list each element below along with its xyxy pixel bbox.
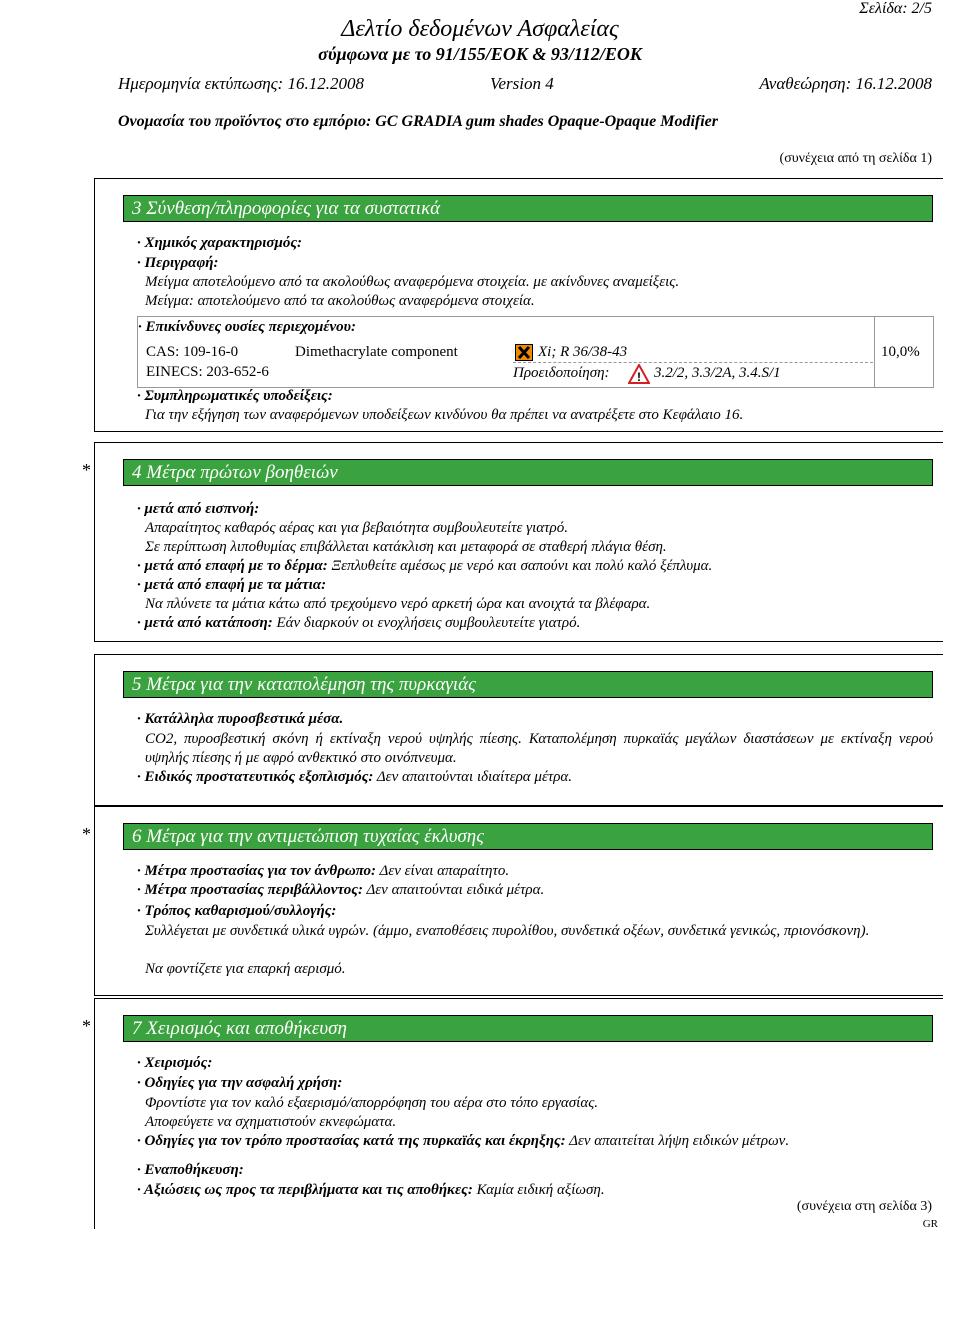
inhalation-text-1: Απαραίτητος καθαρός αέρας και για βεβαιότητα συμβουλευτείτε γιατρό. [145,520,568,536]
storage-requirements [137,1182,605,1199]
ventilation-text: Να φοντίζετε για επαρκή αερισμό. [145,961,346,977]
supplementary-label: · Συμπληρωματικές υποδείξεις: [137,388,333,404]
protective-equipment-label: · Ειδικός προστατευτικός εξοπλισμός: [137,769,374,785]
hazardous-substances-table [137,316,934,388]
continued-from: (συνέχεια από τη σελίδα 1) [779,151,932,166]
extinguishing-media-label: · Κατάλληλα πυροσβεστικά μέσα. [137,711,344,727]
section-3-header: 3 Σύνθεση/πληροφορίες για τα συστατικά [123,195,933,222]
personal-precautions-label: · Μέτρα προστασίας για τον άνθρωπο: [137,863,377,879]
section-4 [94,442,943,642]
extinguishing-media-text: CO2, πυροσβεστική σκόνη ή εκτίναξη νερού υψηλής πίεσης. Καταπολέμηση πυρκαϊάς μεγάλων διαστάσεων με εκτίναξη νερού υψηλής πίεσης ή με αφρό ανθεκτικό στο οινόπνευμα. [145,731,933,766]
safe-handling-label: · Οδηγίες για την ασφαλή χρήση: [137,1075,343,1091]
revision-date: Αναθεώρηση: 16.12.2008 [759,74,932,93]
xi-irritant-icon [515,344,533,361]
section-5-header: 5 Μέτρα για την καταπολέμηση της πυρκαγιάς [123,671,933,698]
description-label: · Περιγραφή: [137,255,219,271]
safe-handling-text-2: Αποφεύγετε να σχηματιστούν εκνεφώματα. [145,1114,397,1130]
warning-exclamation-icon [628,364,650,384]
inhalation-text-2: Σε περίπτωση λιποθυμίας επιβάλλεται κατάκλιση και μεταφορά σε σταθερή πλάγια θέση. [145,539,667,555]
ingestion-label: · μετά από κατάποση: [137,615,273,631]
eye-contact-label: · μετά από επαφή με τα μάτια: [137,577,327,593]
description-line-2: Μείγμα: αποτελούμενο από τα ακολούθως αναφερόμενα στοιχεία. [145,293,535,309]
storage-requirements-text: Καμία ειδική αξίωση. [472,1182,605,1198]
svg-text:!: ! [637,370,641,384]
skin-contact-label: · μετά από επαφή με το δέρμα: [137,558,328,574]
fire-protection-label: · Οδηγίες για τον τρόπο προστασίας κατά της πυρκαϊάς και έκρηξης: [137,1133,566,1149]
inhalation-label: · μετά από εισπνοή: [137,501,260,517]
skin-contact [137,558,712,575]
section-6-header: 6 Μέτρα για την αντιμετώπιση τυχαίας έκλυσης [123,823,933,850]
ingestion [137,615,580,632]
cleanup-text: Συλλέγεται με συνδετικά υλικά υγρών. (άμμο, εναποθέσεις πυρολίθου, συνδετικά οξέων, συνδετικά γενικώς, πριονόσκονη). [145,923,870,939]
change-marker: * [82,460,91,480]
section-7-header: 7 Χειρισμός και αποθήκευση [123,1015,933,1042]
cas-number: CAS: 109-16-0 [146,344,239,360]
description-line-1: Μείγμα αποτελούμενο από τα ακολούθως αναφερόμενα στοιχεία. με ακίνδυνες αναμείξεις. [145,274,680,290]
warning-label: Προειδοποίηση: [513,365,610,381]
skin-contact-text: Ξεπλυθείτε αμέσως με νερό και σαπούνι και πολύ καλό ξέπλυμα. [327,558,713,574]
section-3 [94,178,943,432]
environmental-precautions-label: · Μέτρα προστασίας περιβάλλοντος: [137,882,363,898]
personal-precautions [137,863,509,880]
document-title: Δελτίο δεδομένων Ασφαλείας [341,16,619,42]
section-5 [94,654,943,806]
language-code: GR [922,1218,938,1230]
continued-to: (συνέχεια στη σελίδα 3) [796,1199,932,1214]
safe-handling-text-1: Φροντίστε για τον καλό εξαερισμό/απορρόφηση του αέρα στο τόπο εργασίας. [145,1095,599,1111]
eye-contact-text: Να πλύνετε τα μάτια κάτω από τρεχούμενο νερό αρκετή ώρα και ανοιχτά τα βλέφαρα. [145,596,651,612]
handling-label: · Χειρισμός: [137,1055,213,1071]
einecs-number: EINECS: 203-652-6 [146,364,269,380]
environmental-precautions [137,882,544,899]
page-number: Σελίδα: 2/5 [859,0,932,17]
column-divider [874,317,875,387]
dashed-divider [513,362,873,363]
change-marker: * [82,1016,91,1036]
fire-protection-text: Δεν απαιτείται λήψη ειδικών μέτρων. [565,1133,790,1149]
protective-equipment-text: Δεν απαιτούνται ιδιαίτερα μέτρα. [373,769,573,785]
supplementary-text: Για την εξήγηση των αναφερόμενων υποδείξεων κινδύνου θα πρέπει να ανατρέξετε στο Κεφάλαιο 16. [145,407,744,423]
section-7 [94,998,943,1229]
cleanup-label: · Τρόπος καθαρισμού/συλλογής: [137,903,337,919]
environmental-precautions-text: Δεν απαιτούνται ειδικά μέτρα. [362,882,545,898]
change-marker: * [82,824,91,844]
fire-protection [137,1133,789,1150]
concentration-percent: 10,0% [881,344,920,360]
section-6 [94,806,943,996]
print-date: Ημερομηνία εκτύπωσης: 16.12.2008 [118,74,364,93]
warning-codes: 3.2/2, 3.3/2A, 3.4.S/1 [654,365,781,381]
chem-characterization-label: · Χημικός χαρακτηρισμός: [137,235,303,251]
document-subtitle: σύμφωνα με το 91/155/ΕΟΚ & 93/112/ΕΟΚ [318,44,642,64]
ingestion-text: Εάν διαρκούν οι ενοχλήσεις συμβουλευτείτε γιατρό. [272,615,581,631]
risk-phrases: Xi; R 36/38-43 [538,344,628,360]
personal-precautions-text: Δεν είναι απαραίτητο. [376,863,510,879]
version: Version 4 [490,74,554,93]
protective-equipment [137,769,572,786]
storage-requirements-label: · Αξιώσεις ως προς τα περιβλήματα και τις αποθήκες: [137,1182,473,1198]
storage-label: · Εναποθήκευση: [137,1162,244,1178]
component-name: Dimethacrylate component [295,344,458,360]
section-4-header: 4 Μέτρα πρώτων βοηθειών [123,459,933,486]
product-name: Ονομασία του προϊόντος στο εμπόριο: GC GRADIA gum shades Opaque-Opaque Modifier [118,113,718,130]
hazardous-substances-label: · Επικίνδυνες ουσίες περιεχομένου: [138,319,356,335]
